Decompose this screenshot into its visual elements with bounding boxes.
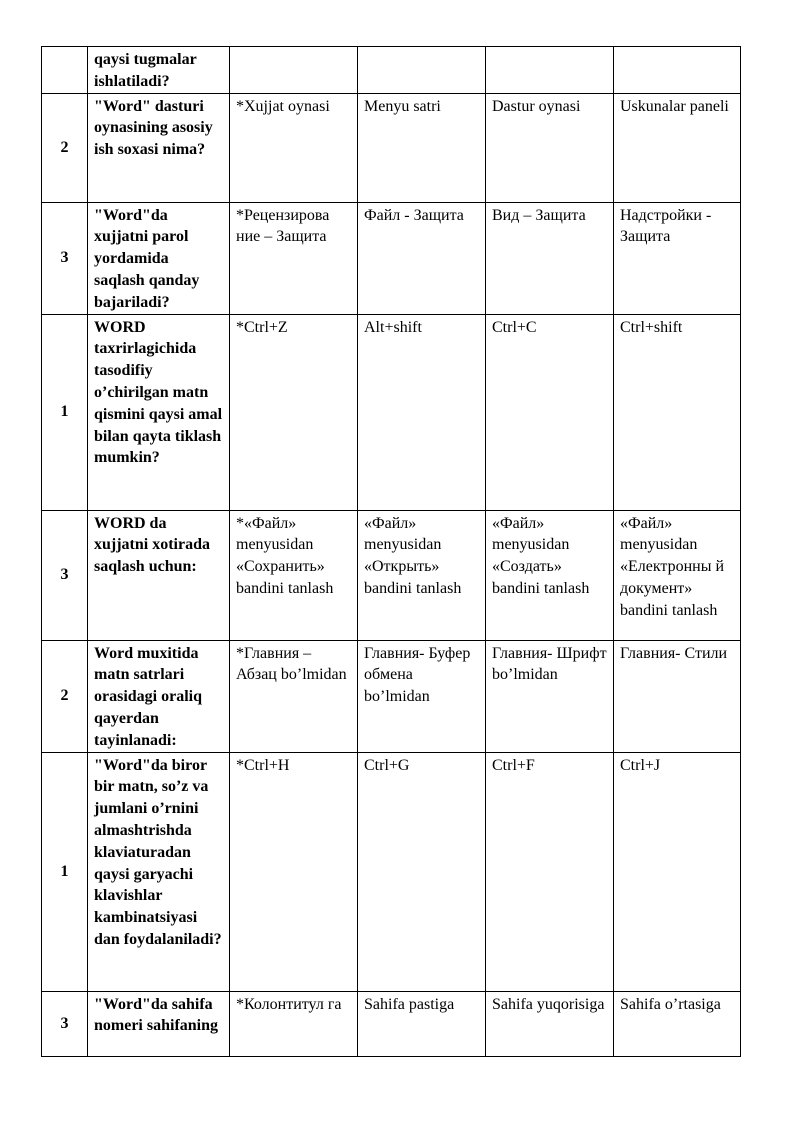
question-text: qaysi tugmalar ishlatiladi? (88, 47, 230, 94)
option-d: Надстройки - Защита (614, 202, 741, 314)
question-text: "Word" dasturi oynasining asosiy ish soxasi nima? (88, 93, 230, 202)
option-c: Dastur oynasi (486, 93, 614, 202)
option-c (486, 47, 614, 94)
option-d (614, 47, 741, 94)
option-c: Ctrl+C (486, 314, 614, 510)
answer-number: 3 (42, 202, 88, 314)
answer-number: 3 (42, 991, 88, 1056)
question-text: Word muxitida matn satrlari orasidagi oraliq qayerdan tayinlanadi: (88, 640, 230, 752)
option-d: Главния- Стили (614, 640, 741, 752)
answer-number (42, 47, 88, 94)
option-d: Sahifa o’rtasiga (614, 991, 741, 1056)
option-a: *Xujjat oynasi (230, 93, 358, 202)
option-c: Sahifa yuqorisiga (486, 991, 614, 1056)
option-c: Вид – Защита (486, 202, 614, 314)
quiz-table (41, 46, 741, 1057)
option-d: Ctrl+shift (614, 314, 741, 510)
option-b: «Файл» menyusidan «Открыть» bandini tanlash (358, 510, 486, 640)
table-row (42, 510, 741, 640)
option-d: Uskunalar paneli (614, 93, 741, 202)
question-text: "Word"da sahifa nomeri sahifaning (88, 991, 230, 1056)
option-b: Sahifa pastiga (358, 991, 486, 1056)
option-b: Файл - Защита (358, 202, 486, 314)
answer-number: 3 (42, 510, 88, 640)
question-text: "Word"da xujjatni parol yordamida saqlash qanday bajariladi? (88, 202, 230, 314)
option-b: Ctrl+G (358, 752, 486, 991)
option-a: *Ctrl+Z (230, 314, 358, 510)
option-a: *Главния – Абзац bo’lmidan (230, 640, 358, 752)
option-d: «Файл» menyusidan «Електронны й документ» bandini tanlash (614, 510, 741, 640)
option-c: Ctrl+F (486, 752, 614, 991)
table-row (42, 752, 741, 991)
answer-number: 1 (42, 752, 88, 991)
option-a (230, 47, 358, 94)
option-a: *Колонтитул га (230, 991, 358, 1056)
table-row (42, 47, 741, 94)
table-row (42, 202, 741, 314)
option-a: *Рецензирова ние – Защита (230, 202, 358, 314)
answer-number: 2 (42, 640, 88, 752)
answer-number: 1 (42, 314, 88, 510)
option-b: Alt+shift (358, 314, 486, 510)
option-c: «Файл» menyusidan «Создать» bandini tanlash (486, 510, 614, 640)
option-c: Главния- Шрифт bo’lmidan (486, 640, 614, 752)
table-row (42, 314, 741, 510)
table-row (42, 93, 741, 202)
option-b (358, 47, 486, 94)
option-d: Ctrl+J (614, 752, 741, 991)
option-b: Главния- Буфер обмена bo’lmidan (358, 640, 486, 752)
table-row (42, 640, 741, 752)
answer-number: 2 (42, 93, 88, 202)
option-a: *«Файл» menyusidan «Сохранить» bandini tanlash (230, 510, 358, 640)
option-b: Menyu satri (358, 93, 486, 202)
question-text: WORD taxrirlagichida tasodifiy o’chirilgan matn qismini qaysi amal bilan qayta tiklash mumkin? (88, 314, 230, 510)
table-row (42, 991, 741, 1056)
option-a: *Ctrl+H (230, 752, 358, 991)
question-text: "Word"da biror bir matn, so’z va jumlani o’rnini almashtrishda klaviaturadan qaysi garyachi klavishlar kambinatsiyasi dan foydalaniladi? (88, 752, 230, 991)
question-text: WORD da xujjatni xotirada saqlash uchun: (88, 510, 230, 640)
